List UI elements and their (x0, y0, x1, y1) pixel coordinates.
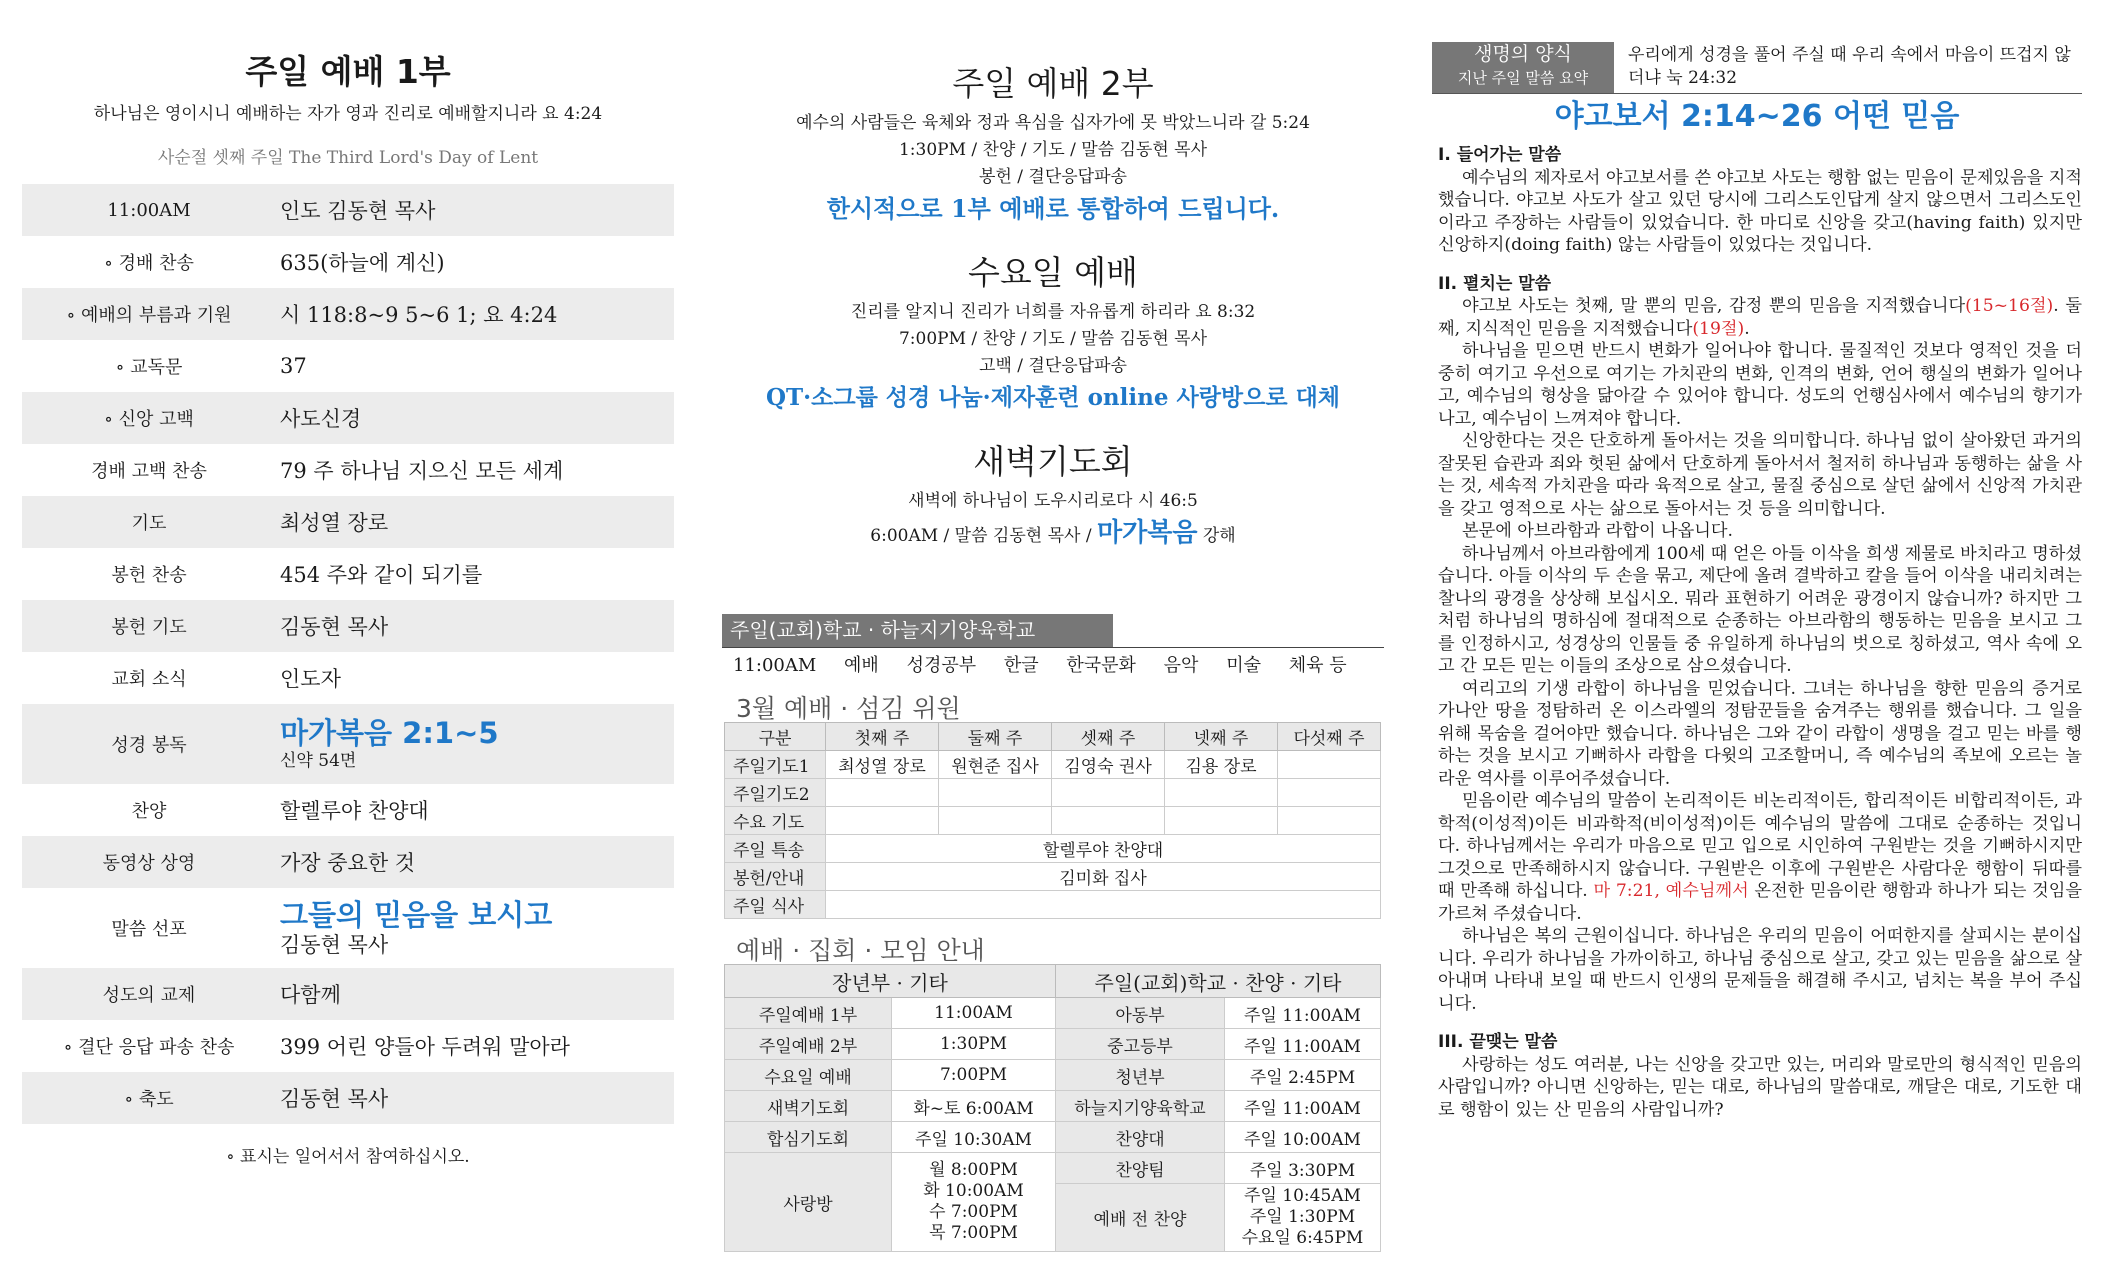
duty-cell (1052, 807, 1165, 835)
order-row (22, 836, 674, 888)
meetings-row (725, 1060, 1381, 1091)
section-heading: II. 펼치는 말씀 (1438, 273, 1552, 294)
service1-title: 주일 예배 1부 (245, 52, 451, 91)
sarang-label: 사랑방 (725, 1153, 892, 1252)
school-divider (722, 647, 1384, 648)
school-item: 한국문화 (1066, 655, 1136, 676)
duty-cell (1165, 779, 1278, 807)
order-value: 79 주 하나님 지으신 모든 세계 (280, 459, 564, 483)
order-label: ∘ 축도 (124, 1089, 174, 1110)
duty-row (725, 751, 1381, 779)
duty-table (724, 722, 1381, 919)
order-value: 인도자 (280, 667, 341, 691)
order-row (22, 888, 674, 968)
services-column (722, 62, 1384, 554)
duty-header: 넷째 주 (1165, 723, 1278, 751)
duty-cell: 김용 장로 (1165, 751, 1278, 779)
meeting-name: 찬양대 (1056, 1122, 1225, 1153)
sarang-time: 화 10:00AM (923, 1181, 1024, 1201)
dawn-verse: 새벽에 하나님이 도우시리로다 시 46:5 (908, 491, 1198, 511)
order-value: 37 (280, 354, 307, 378)
sarang-times (892, 1153, 1056, 1252)
sermon-heading: 야고보서 2:14~26 어떤 믿음 (1554, 99, 1960, 134)
duty-cell (826, 779, 939, 807)
meeting-name: 청년부 (1056, 1060, 1225, 1091)
order-row (22, 236, 674, 288)
wednesday-notice: QT·소그룹 성경 나눔·제자훈련 online 사랑방으로 대체 (765, 384, 1341, 411)
pre-worship-time: 주일 1:30PM (1249, 1207, 1356, 1227)
preacher: 김동현 목사 (280, 933, 389, 957)
order-row (22, 600, 674, 652)
order-row (22, 392, 674, 444)
duty-header: 셋째 주 (1052, 723, 1165, 751)
meetings-row (725, 1122, 1381, 1153)
order-value: 454 주와 같이 되기를 (280, 563, 483, 587)
duty-row (725, 891, 1381, 919)
duty-cell: 수요 기도 (725, 807, 826, 835)
order-value: 사도신경 (280, 407, 362, 431)
order-label: ∘ 교독문 (115, 357, 183, 378)
duty-header-row (725, 723, 1381, 751)
sarang-time: 월 8:00PM (929, 1160, 1018, 1180)
meeting-name: 주일예배 1부 (725, 998, 892, 1029)
order-value: 시 118:8~9 5~6 1; 요 4:24 (280, 303, 558, 327)
meetings-table (724, 964, 1381, 1252)
order-value: 김동현 목사 (280, 1087, 389, 1111)
meeting-time: 주일 3:30PM (1225, 1153, 1381, 1184)
duty-cell (1052, 779, 1165, 807)
order-label: ∘ 결단 응답 파송 찬송 (63, 1037, 235, 1058)
meeting-name: 합심기도회 (725, 1122, 892, 1153)
duty-header: 첫째 주 (826, 723, 939, 751)
meeting-time: 1:30PM (892, 1029, 1056, 1060)
meetings-row (725, 998, 1381, 1029)
order-value: 김동현 목사 (280, 615, 389, 639)
dawn-title: 새벽기도회 (973, 442, 1133, 481)
duty-cell (826, 891, 1381, 919)
meeting-time: 주일 10:30AM (892, 1122, 1056, 1153)
meetings-row (725, 1153, 1381, 1184)
order-label: ∘ 예배의 부름과 기원 (66, 305, 232, 326)
meetings-row (725, 1091, 1381, 1122)
sarang-time: 수 7:00PM (929, 1202, 1018, 1222)
meeting-name: 하늘지기양육학교 (1056, 1091, 1225, 1122)
meeting-time: 주일 11:00AM (1225, 1029, 1381, 1060)
order-of-worship (22, 184, 674, 1124)
duty-row (725, 807, 1381, 835)
scripture-reading: 마가복음 2:1~5 (280, 716, 499, 750)
verse-ref: (15~16절) (1965, 296, 2054, 316)
meeting-name: 주일예배 2부 (725, 1029, 892, 1060)
meetings-row (725, 1029, 1381, 1060)
wednesday-title: 수요일 예배 (968, 253, 1138, 292)
duty-cell (939, 779, 1052, 807)
order-label: 경배 고백 찬송 (91, 461, 207, 482)
scripture-page: 신약 54면 (280, 751, 357, 771)
order-row (22, 968, 674, 1020)
section-heading: III. 끝맺는 말씀 (1438, 1032, 1558, 1052)
paragraph: 여리고의 기생 라합이 하나님을 믿었습니다. 그녀는 하나님을 향한 믿음의 증거로 가나안 땅을 정탐하러 온 이스라엘의 정탐꾼들을 숨겨주는 행위를 했습니다. 그 일을 위해 목숨을 걸어야만 했습니다. 하나님은 그와 같이 라합이 생명을 걸고 믿는 바를 행하는 것을 보시고 기뻐하사 라합을 다윗의 고조할머니, 즉 예수님의 족보에 오르는 놀라운 역사를 이루어주셨습니다. (1438, 678, 2082, 789)
dawn-block (722, 440, 1384, 554)
duty-row (725, 863, 1381, 891)
paragraph: 신앙한다는 것은 단호하게 돌아서는 것을 의미합니다. 하나님 없이 살아왔던 과거의 잘못된 습관과 죄와 헛된 삶에서 단호하게 돌아서서 철저히 하나님과 동행하는 삶을 사는 것, 세속적 가치관을 따라 육적으로 살고, 물질 중심으로 살던 삶에서 신앙적 가치관을 갖고 영적으로 사는 삶으로 돌아서는 것 등을 의미합니다. (1438, 431, 2082, 519)
duty-cell: 최성열 장로 (826, 751, 939, 779)
duty-header: 구분 (725, 723, 826, 751)
order-value: 399 어린 양들아 두려워 말아라 (280, 1035, 570, 1059)
order-value: 635(하늘에 계신) (280, 251, 445, 275)
order-label: ∘ 경배 찬송 (104, 253, 194, 274)
paragraph: 사랑하는 성도 여러분, 나는 신앙을 갖고만 있는, 머리와 말로만의 형식적인 믿음의 사람입니까? 아니면 신앙하는, 믿는 대로, 하나님의 말씀대로, 깨달은 대로, 기도한 대로 행함이 있는 산 믿음의 사람입니까? (1438, 1054, 2082, 1120)
order-label: 찬양 (131, 801, 167, 822)
meetings-header-row (725, 965, 1381, 998)
dawn-line-post: 강해 (1202, 526, 1236, 546)
order-row (22, 548, 674, 600)
pre-worship-times (1225, 1184, 1381, 1252)
duty-cell (826, 807, 939, 835)
school-item: 성경공부 (906, 655, 977, 676)
order-label: 봉헌 찬송 (111, 565, 187, 586)
meeting-name: 찬양팀 (1056, 1153, 1225, 1184)
school-item: 음악 (1163, 655, 1199, 676)
meetings-header-left: 장년부 · 기타 (725, 965, 1056, 998)
meeting-time: 주일 11:00AM (1225, 998, 1381, 1029)
duty-header: 둘째 주 (939, 723, 1052, 751)
order-label: 교회 소식 (111, 669, 187, 690)
order-row (22, 1072, 674, 1124)
duty-cell: 봉헌/안내 (725, 863, 826, 891)
duty-cell (1278, 779, 1381, 807)
pre-worship-time: 주일 10:45AM (1244, 1186, 1361, 1206)
school-item: 한글 (1003, 655, 1039, 676)
meeting-time: 화~토 6:00AM (892, 1091, 1056, 1122)
service2-line1: 1:30PM / 찬양 / 기도 / 말씀 김동현 목사 (898, 140, 1208, 160)
duty-cell: 김미화 집사 (826, 863, 1381, 891)
sermon-body (1438, 138, 2082, 1121)
school-items (733, 651, 1369, 677)
dawn-book: 마가복음 (1096, 518, 1198, 548)
school-item: 11:00AM (733, 655, 817, 676)
wednesday-line2: 고백 / 결단응답파송 (979, 356, 1127, 376)
order-label: 말씀 선포 (111, 919, 187, 940)
service2-title: 주일 예배 2부 (952, 64, 1154, 103)
order-row (22, 1020, 674, 1072)
order-value (276, 898, 674, 958)
service1-subtitle: 사순절 셋째 주일 The Third Lord's Day of Lent (157, 148, 539, 168)
meeting-time: 주일 11:00AM (1225, 1091, 1381, 1122)
duty-cell: 주일기도1 (725, 751, 826, 779)
duty-title: 3월 예배 · 섬김 위원 (736, 694, 961, 723)
order-row (22, 340, 674, 392)
order-row (22, 784, 674, 836)
verse-ref: 마 7:21, 예수님께서 (1593, 881, 1749, 901)
order-row (22, 444, 674, 496)
wednesday-verse: 진리를 알지니 진리가 너희를 자유롭게 하리라 요 8:32 (850, 302, 1256, 322)
meetings-title: 예배 · 집회 · 모임 안내 (736, 936, 985, 965)
order-value: 인도 김동현 목사 (280, 199, 436, 223)
wednesday-line1: 7:00PM / 찬양 / 기도 / 말씀 김동현 목사 (898, 329, 1208, 349)
meeting-time: 11:00AM (892, 998, 1056, 1029)
duty-cell: 주일 특송 (725, 835, 826, 863)
dawn-line (722, 515, 1384, 554)
meeting-name: 아동부 (1056, 998, 1225, 1029)
meeting-name: 예배 전 찬양 (1056, 1184, 1225, 1252)
paragraph-text: . (1744, 318, 1750, 339)
sermon-summary-tag (1432, 42, 1614, 93)
meeting-name: 중고등부 (1056, 1029, 1225, 1060)
dawn-line-pre: 6:00AM / 말씀 김동현 목사 / (870, 526, 1092, 546)
order-label: 성경 봉독 (111, 735, 187, 756)
paragraph: 예수님의 제자로서 야고보서를 쓴 야고보 사도는 행함 없는 믿음이 문제있음을 지적했습니다. 야고보 사도가 살고 있던 당시에 그리스도인답게 살지 않으면서 그리스도인이라고 주장하는 사람들이 있었습니다. 한 마디로 신앙을 갖고(having faith) 있지만 신앙하지(doing faith) 않는 사람들이 있었다는 것입니다. (1438, 167, 2082, 255)
duty-header: 다섯째 주 (1278, 723, 1381, 751)
service2-verse: 예수의 사람들은 육체와 정과 욕심을 십자가에 못 박았느니라 갈 5:24 (796, 113, 1310, 133)
school-item: 예배 (844, 655, 879, 676)
order-row (22, 184, 674, 236)
duty-cell: 할렐루야 찬양대 (826, 835, 1381, 863)
order-row (22, 496, 674, 548)
meeting-time: 주일 10:00AM (1225, 1122, 1381, 1153)
order-label: 동영상 상영 (102, 853, 196, 874)
duty-cell: 주일 식사 (725, 891, 826, 919)
duty-cell: 김영숙 권사 (1052, 751, 1165, 779)
order-value (276, 716, 674, 772)
duty-cell (1278, 751, 1381, 779)
duty-row (725, 779, 1381, 807)
duty-row (725, 835, 1381, 863)
order-row (22, 652, 674, 704)
order-row (22, 704, 674, 784)
service1-column (22, 50, 674, 1167)
meeting-name: 새벽기도회 (725, 1091, 892, 1122)
paragraph-text: 믿음이란 예수님의 말씀이 논리적이든 비논리적이든, 합리적이든 비합리적이든, 과학적(이성적)이든 비과학적(비이성적)이든 예수님의 말씀에 그대로 순종하는 것입니다. 하나님께서는 우리가 마음으로 믿고 입으로 시인하여 구원받는 것을 기뻐하시지만 그것으로 만족해하시지 않습니다. 구원받은 이후에 구원받은 사람다운 행함이 뒤따를 때 만족해 하십니다. (1438, 791, 2082, 901)
sarang-time: 목 7:00PM (929, 1223, 1018, 1243)
order-value: 다함께 (280, 983, 341, 1007)
order-row (22, 288, 674, 340)
paragraph (1438, 790, 2082, 925)
standing-footnote: ∘ 표시는 일어서서 참여하십시오. (226, 1147, 470, 1167)
meeting-name: 수요일 예배 (725, 1060, 892, 1091)
order-value: 최성열 장로 (280, 511, 389, 535)
sermon-verse: 우리에게 성경을 풀어 주실 때 우리 속에서 마음이 뜨겁지 않더냐 눅 24:32 (1628, 45, 2071, 88)
section-heading: I. 들어가는 말씀 (1438, 145, 1562, 165)
paragraph: 하나님을 믿으면 반드시 변화가 일어나야 합니다. 물질적인 것보다 영적인 것을 더 중히 여기고 우선으로 여기는 가치관의 변화, 인격의 변화, 언어 행실의 변화가 일어나고, 예수님의 형상을 닮아갈 수 있어야 합니다. 성도의 언행심사에서 예수님의 향기가 나고, 예수님이 느껴져야 합니다. (1438, 341, 2082, 429)
order-label: ∘ 신앙 고백 (104, 409, 194, 430)
pre-worship-time: 수요일 6:45PM (1241, 1228, 1364, 1248)
order-label: 봉헌 기도 (111, 617, 187, 638)
meeting-time: 주일 2:45PM (1225, 1060, 1381, 1091)
order-label: 성도의 교제 (102, 985, 196, 1006)
verse-ref: (19절) (1692, 318, 1745, 339)
paragraph-text: 온전한 믿음이란 행함과 하나가 되는 것임을 가르쳐 주셨습니다. (1438, 881, 2082, 924)
school-item: 미술 (1226, 655, 1261, 676)
sermon-divider (1432, 93, 2082, 94)
service2-notice: 한시적으로 1부 예배로 통합하여 드립니다. (826, 194, 1280, 223)
duty-cell (1278, 807, 1381, 835)
paragraph-text: 야고보 사도는 첫째, 말 뿐의 믿음, 감정 뿐의 믿음을 지적했습니다 (1462, 296, 1966, 316)
tag-subtitle: 지난 주일 말씀 요약 (1457, 69, 1589, 87)
duty-cell (939, 807, 1052, 835)
service2-block (722, 62, 1384, 227)
school-item: 체육 등 (1288, 655, 1347, 676)
order-value: 가장 중요한 것 (280, 851, 416, 875)
meeting-time: 7:00PM (892, 1060, 1056, 1091)
duty-cell: 주일기도2 (725, 779, 826, 807)
duty-cell (1165, 807, 1278, 835)
service1-verse: 하나님은 영이시니 예배하는 자가 영과 진리로 예배할지니라 요 4:24 (93, 104, 603, 124)
order-label: 11:00AM (107, 199, 191, 221)
sermon-title: 그들의 믿음을 보시고 (280, 898, 553, 932)
paragraph: 하나님은 복의 근원이십니다. 하나님은 우리의 믿음이 어떠한지를 살피시는 분이십니다. 우리가 하나님을 가까이하고, 하나님 중심으로 살고, 갖고 있는 믿음을 삶으로 살아내며 나타내 보일 때 반드시 인생의 문제들을 해결해 주시고, 넘치는 복을 부어 주십니다. (1438, 926, 2082, 1014)
paragraph (1438, 295, 2082, 340)
paragraph: 하나님께서 아브라함에게 100세 때 얻은 아들 이삭을 희생 제물로 바치라고 명하셨습니다. 아들 이삭의 두 손을 묶고, 제단에 올려 결박하고 칼을 들어 이삭을 내리치려는 찰나의 광경을 상상해 보십시오. 뭐라 표현하기 어려운 광경이지 않습니까? 하지만 그처럼 하나님의 명하심에 절대적으로 순종하는 아브라함의 행동하는 믿음을 보시고 그를 인정하시고, 성경상의 인물들 중 유일하게 하나님의 벗으로 칭하셨고, 역사 속에 오고 간 모든 믿는 이들의 조상으로 삼으셨습니다. (1438, 543, 2082, 676)
tag-title: 생명의 양식 (1474, 43, 1572, 65)
paragraph-text: . 둘째, 지식적인 믿음을 지적했습니다 (1438, 296, 2083, 339)
paragraph: 본문에 아브라함과 라합이 나옵니다. (1462, 521, 1733, 541)
wednesday-block (722, 251, 1384, 416)
order-label: 기도 (131, 513, 167, 534)
duty-cell: 원현준 집사 (939, 751, 1052, 779)
meetings-header-right: 주일(교회)학교 · 찬양 · 기타 (1056, 965, 1381, 998)
order-value: 할렐루야 찬양대 (280, 799, 429, 823)
service2-line2: 봉헌 / 결단응답파송 (979, 167, 1127, 187)
school-title: 주일(교회)학교 · 하늘지기양육학교 (722, 614, 1113, 647)
